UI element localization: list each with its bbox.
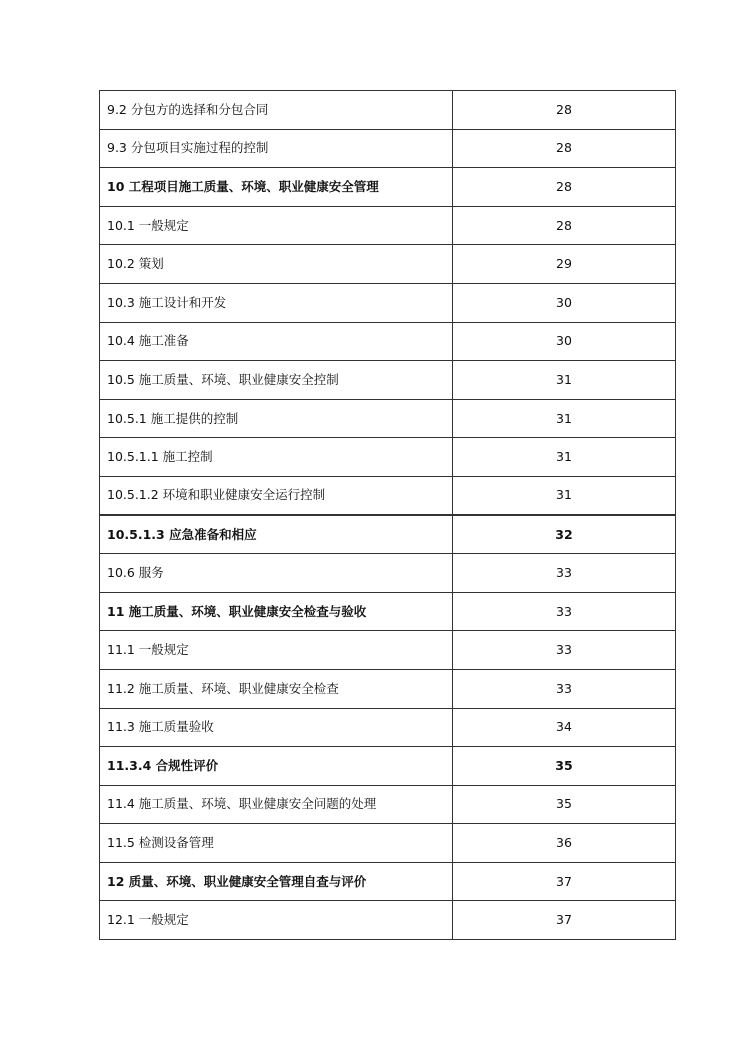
toc-row [100, 322, 676, 361]
toc-entry-title: 9.3 分包项目实施过程的控制 [100, 129, 453, 168]
toc-entry-title: 10.5.1.1 施工控制 [100, 438, 453, 477]
toc-body [100, 91, 676, 940]
toc-entry-title: 12 质量、环境、职业健康安全管理自查与评价 [100, 862, 453, 901]
toc-entry-page: 30 [453, 283, 676, 322]
toc-entry-page: 29 [453, 245, 676, 284]
toc-entry-title: 10.2 策划 [100, 245, 453, 284]
toc-row [100, 824, 676, 863]
toc-entry-page: 33 [453, 592, 676, 631]
toc-row [100, 747, 676, 786]
toc-entry-title: 10.5.1.3 应急准备和相应 [100, 515, 453, 554]
toc-entry-page: 33 [453, 669, 676, 708]
toc-entry-title: 11.2 施工质量、环境、职业健康安全检查 [100, 669, 453, 708]
toc-entry-title: 11.3 施工质量验收 [100, 708, 453, 747]
toc-row [100, 399, 676, 438]
toc-entry-title: 10.6 服务 [100, 554, 453, 593]
toc-entry-title: 11 施工质量、环境、职业健康安全检查与验收 [100, 592, 453, 631]
toc-entry-page: 31 [453, 438, 676, 477]
toc-entry-page: 28 [453, 206, 676, 245]
toc-row [100, 708, 676, 747]
toc-row [100, 901, 676, 940]
toc-entry-page: 32 [453, 515, 676, 554]
toc-row [100, 862, 676, 901]
toc-entry-page: 34 [453, 708, 676, 747]
toc-entry-title: 10 工程项目施工质量、环境、职业健康安全管理 [100, 168, 453, 207]
toc-entry-page: 31 [453, 399, 676, 438]
toc-row [100, 438, 676, 477]
toc-entry-page: 31 [453, 476, 676, 515]
toc-entry-page: 36 [453, 824, 676, 863]
toc-entry-page: 35 [453, 785, 676, 824]
toc-entry-page: 28 [453, 129, 676, 168]
toc-row [100, 515, 676, 554]
toc-row [100, 206, 676, 245]
toc-entry-page: 30 [453, 322, 676, 361]
toc-entry-page: 33 [453, 631, 676, 670]
toc-entry-page: 28 [453, 91, 676, 130]
toc-entry-title: 10.5.1.2 环境和职业健康安全运行控制 [100, 476, 453, 515]
toc-entry-title: 10.1 一般规定 [100, 206, 453, 245]
toc-row [100, 283, 676, 322]
toc-entry-page: 28 [453, 168, 676, 207]
toc-row [100, 129, 676, 168]
toc-row [100, 91, 676, 130]
toc-row [100, 592, 676, 631]
toc-entry-title: 10.3 施工设计和开发 [100, 283, 453, 322]
toc-entry-page: 35 [453, 747, 676, 786]
toc-entry-page: 31 [453, 361, 676, 400]
toc-row [100, 785, 676, 824]
toc-row [100, 361, 676, 400]
toc-row [100, 168, 676, 207]
toc-entry-title: 11.1 一般规定 [100, 631, 453, 670]
toc-entry-title: 10.5 施工质量、环境、职业健康安全控制 [100, 361, 453, 400]
toc-row [100, 669, 676, 708]
toc-entry-title: 11.4 施工质量、环境、职业健康安全问题的处理 [100, 785, 453, 824]
toc-entry-page: 37 [453, 862, 676, 901]
toc-entry-page: 37 [453, 901, 676, 940]
toc-entry-title: 10.4 施工准备 [100, 322, 453, 361]
toc-entry-page: 33 [453, 554, 676, 593]
toc-entry-title: 12.1 一般规定 [100, 901, 453, 940]
table-of-contents [99, 90, 676, 940]
toc-entry-title: 9.2 分包方的选择和分包合同 [100, 91, 453, 130]
toc-row [100, 554, 676, 593]
toc-row [100, 631, 676, 670]
toc-row [100, 245, 676, 284]
toc-row [100, 476, 676, 515]
toc-entry-title: 11.5 检测设备管理 [100, 824, 453, 863]
toc-entry-title: 10.5.1 施工提供的控制 [100, 399, 453, 438]
toc-entry-title: 11.3.4 合规性评价 [100, 747, 453, 786]
